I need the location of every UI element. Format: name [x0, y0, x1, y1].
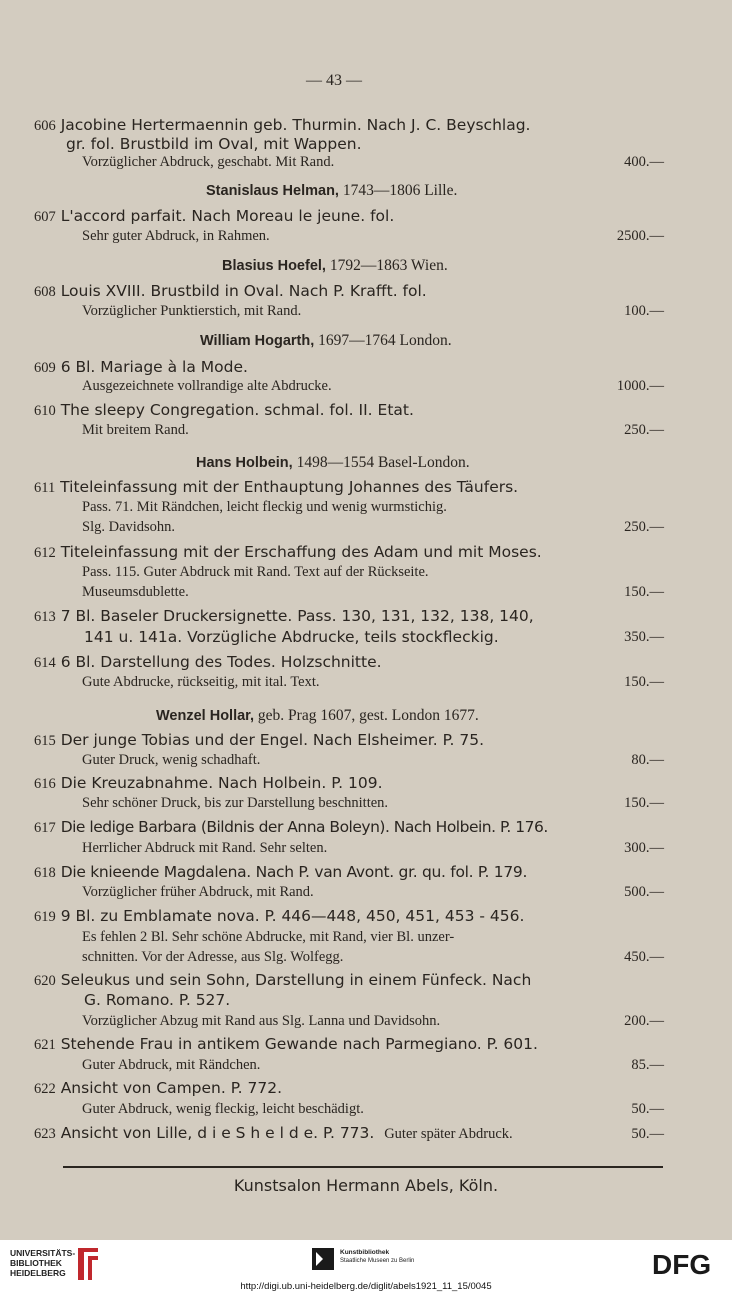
price-607: 2500.—: [616, 228, 664, 244]
artist-name: Wenzel Hollar,: [156, 708, 255, 724]
entry-620-line2: G. Romano. P. 527.: [84, 991, 231, 1009]
price-606: 400.—: [624, 154, 664, 170]
kunstbibliothek-logo-icon: [312, 1248, 334, 1270]
price-623: 50.—: [631, 1126, 664, 1142]
entry-610-line2: Mit breitem Rand.: [82, 422, 189, 438]
entry-title: Stehende Frau in antikem Gewande nach Parmegiano. P. 601.: [60, 1035, 538, 1053]
entry-618-line1: [34, 865, 527, 881]
artist-dates: 1743—1806 Lille.: [338, 182, 458, 199]
entry-614-line1: [34, 655, 382, 671]
entry-618-line2: Vorzüglicher früher Abdruck, mit Rand.: [82, 884, 314, 900]
entry-616-line1: [34, 776, 383, 792]
price-618: 500.—: [624, 884, 664, 900]
entry-title: The sleepy Congregation. schmal. fol. II. Etat.: [60, 401, 414, 419]
entry-621-line1: [34, 1037, 538, 1053]
entry-611-line2: Pass. 71. Mit Rändchen, leicht fleckig und wenig wurmstichig.: [82, 499, 447, 515]
lot-number: 622: [34, 1081, 56, 1097]
entry-613-line1: [34, 609, 534, 625]
price-614: 150.—: [624, 674, 664, 690]
lot-number: 616: [34, 776, 56, 792]
lot-number: 610: [34, 403, 56, 419]
lot-number: 609: [34, 360, 56, 376]
artist-heading-holbein: [196, 455, 470, 471]
entry-613-line2: 141 u. 141a. Vorzügliche Abdrucke, teils stockfleckig.: [84, 628, 499, 646]
lot-number: 617: [34, 820, 56, 836]
entry-619-line1: [34, 909, 524, 925]
lot-number: 613: [34, 609, 56, 625]
artist-dates: geb. Prag 1607, gest. London 1677.: [254, 707, 479, 724]
lot-number: 620: [34, 973, 56, 989]
entry-615-line2: Guter Druck, wenig schadhaft.: [82, 752, 261, 768]
dfg-logo-icon[interactable]: [652, 1250, 722, 1278]
price-620: 200.—: [624, 1013, 664, 1029]
library-emblem-icon: [74, 1244, 102, 1284]
artist-name: Stanislaus Helman,: [206, 183, 339, 199]
artist-heading-hogarth: [200, 333, 452, 349]
permalink-url[interactable]: http://digi.ub.uni-heidelberg.de/diglit/abels1921_11_15/0045: [240, 1281, 492, 1292]
artist-dates: 1697—1764 London.: [314, 332, 452, 349]
entry-617-line1: [34, 820, 548, 836]
entry-title: Titeleinfassung mit der Enthauptung Johannes des Täufers.: [60, 478, 519, 496]
entry-title: Titeleinfassung mit der Erschaffung des Adam und mit Moses.: [60, 543, 542, 561]
library-name-line2: BIBLIOTHEK: [10, 1258, 62, 1268]
entry-608-line2: Vorzüglicher Punktierstich, mit Rand.: [82, 303, 302, 319]
dfg-logo-text: DFG: [652, 1250, 712, 1278]
entry-609-line1: [34, 360, 248, 376]
entry-610-line1: [34, 403, 414, 419]
price-611: 250.—: [624, 519, 664, 535]
footer-rule: [63, 1166, 663, 1168]
lot-number: 619: [34, 909, 56, 925]
entry-title: L'accord parfait. Nach Moreau le jeune. fol.: [60, 207, 395, 225]
library-name-line1: UNIVERSITÄTS-: [10, 1248, 76, 1258]
lot-number: 623: [34, 1126, 56, 1142]
entry-615-line1: [34, 733, 484, 749]
entry-title: 6 Bl. Mariage à la Mode.: [60, 358, 248, 376]
lot-number: 607: [34, 209, 56, 225]
entry-title: Ansicht von Campen. P. 772.: [60, 1079, 283, 1097]
lot-number: 612: [34, 545, 56, 561]
artist-dates: 1498—1554 Basel-London.: [292, 454, 470, 471]
lot-number: 608: [34, 284, 56, 300]
entry-612-line2: Pass. 115. Guter Abdruck mit Rand. Text auf der Rückseite.: [82, 564, 429, 580]
kunstbibliothek-subtitle: Staatliche Museen zu Berlin: [340, 1258, 415, 1264]
entry-title: Louis XVIII. Brustbild in Oval. Nach P. Krafft. fol.: [60, 282, 427, 300]
price-608: 100.—: [624, 303, 664, 319]
price-609: 1000.—: [616, 378, 664, 394]
entry-606-line1: [34, 118, 530, 134]
artist-name: Hans Holbein,: [196, 455, 293, 471]
artist-dates: 1792—1863 Wien.: [325, 257, 448, 274]
entry-title: Ansicht von Lille, d i e S h e l d e. P. 773.: [60, 1124, 375, 1142]
lot-number: 606: [34, 118, 56, 134]
entry-623-line1: [34, 1126, 513, 1142]
price-613: 350.—: [624, 629, 664, 645]
entry-622-line2: Guter Abdruck, wenig fleckig, leicht beschädigt.: [82, 1101, 364, 1117]
artist-name: Blasius Hoefel,: [222, 258, 326, 274]
price-610: 250.—: [624, 422, 664, 438]
entry-title: 7 Bl. Baseler Druckersignette. Pass. 130, 131, 132, 138, 140,: [60, 607, 534, 625]
entry-607-line1: [34, 209, 394, 225]
lot-number: 615: [34, 733, 56, 749]
entry-619-line3: schnitten. Vor der Adresse, aus Slg. Wolfegg.: [82, 949, 344, 965]
heidelberg-library-logo[interactable]: [10, 1248, 75, 1278]
entry-611-line3: Slg. Davidsohn.: [82, 519, 176, 535]
kunstbibliothek-label[interactable]: [340, 1249, 414, 1265]
artist-heading-hoefel: [222, 258, 448, 274]
library-name-line3: HEIDELBERG: [10, 1268, 66, 1278]
page-number: — 43 —: [306, 72, 362, 89]
entry-title: Die knieende Magdalena. Nach P. van Avont. gr. qu. fol. P. 179.: [60, 863, 528, 881]
entry-606-line2: gr. fol. Brustbild im Oval, mit Wappen.: [66, 135, 362, 153]
entry-title: 6 Bl. Darstellung des Todes. Holzschnitte.: [60, 653, 382, 671]
price-612: 150.—: [624, 584, 664, 600]
entry-614-line2: Gute Abdrucke, rückseitig, mit ital. Text.: [82, 674, 320, 690]
entry-title: 9 Bl. zu Emblamate nova. P. 446—448, 450, 451, 453 - 456.: [60, 907, 525, 925]
entry-621-line2: Guter Abdruck, mit Rändchen.: [82, 1057, 261, 1073]
artist-heading-helman: [206, 183, 457, 199]
entry-title: Die Kreuzabnahme. Nach Holbein. P. 109.: [60, 774, 383, 792]
price-617: 300.—: [624, 840, 664, 856]
price-615: 80.—: [631, 752, 664, 768]
entry-608-line1: [34, 284, 427, 300]
entry-title: Der junge Tobias und der Engel. Nach Elsheimer. P. 75.: [60, 731, 485, 749]
price-619: 450.—: [624, 949, 664, 965]
entry-606-line3: Vorzüglicher Abdruck, geschabt. Mit Rand.: [82, 154, 335, 170]
lot-number: 618: [34, 865, 56, 881]
price-621: 85.—: [631, 1057, 664, 1073]
kunstbibliothek-title: Kunstbibliothek: [340, 1249, 390, 1256]
lot-number: 611: [34, 480, 56, 496]
entry-611-line1: [34, 480, 518, 496]
publisher-footer: Kunstsalon Hermann Abels, Köln.: [233, 1176, 499, 1195]
entry-609-line2: Ausgezeichnete vollrandige alte Abdrucke.: [82, 378, 332, 394]
entry-616-line2: Sehr schöner Druck, bis zur Darstellung beschnitten.: [82, 795, 389, 811]
lot-number: 614: [34, 655, 56, 671]
entry-612-line1: [34, 545, 542, 561]
entry-617-line2: Herrlicher Abdruck mit Rand. Sehr selten.: [82, 840, 328, 856]
entry-612-line3: Museumsdublette.: [82, 584, 189, 600]
entry-622-line1: [34, 1081, 282, 1097]
entry-619-line2: Es fehlen 2 Bl. Sehr schöne Abdrucke, mit Rand, vier Bl. unzer-: [82, 929, 455, 945]
price-622: 50.—: [631, 1101, 664, 1117]
price-616: 150.—: [624, 795, 664, 811]
entry-title: Die ledige Barbara (Bildnis der Anna Boleyn). Nach Holbein. P. 176.: [60, 818, 548, 836]
entry-title: Jacobine Hertermaennin geb. Thurmin. Nach J. C. Beyschlag.: [60, 116, 531, 134]
entry-620-line1: [34, 973, 531, 989]
entry-607-line2: Sehr guter Abdruck, in Rahmen.: [82, 228, 270, 244]
entry-note: Guter später Abdruck.: [384, 1126, 513, 1142]
lot-number: 621: [34, 1037, 56, 1053]
artist-heading-hollar: [156, 708, 479, 724]
artist-name: William Hogarth,: [200, 333, 315, 349]
entry-620-line3: Vorzüglicher Abzug mit Rand aus Slg. Lanna und Davidsohn.: [82, 1013, 441, 1029]
entry-title: Seleukus und sein Sohn, Darstellung in einem Fünfeck. Nach: [60, 971, 532, 989]
